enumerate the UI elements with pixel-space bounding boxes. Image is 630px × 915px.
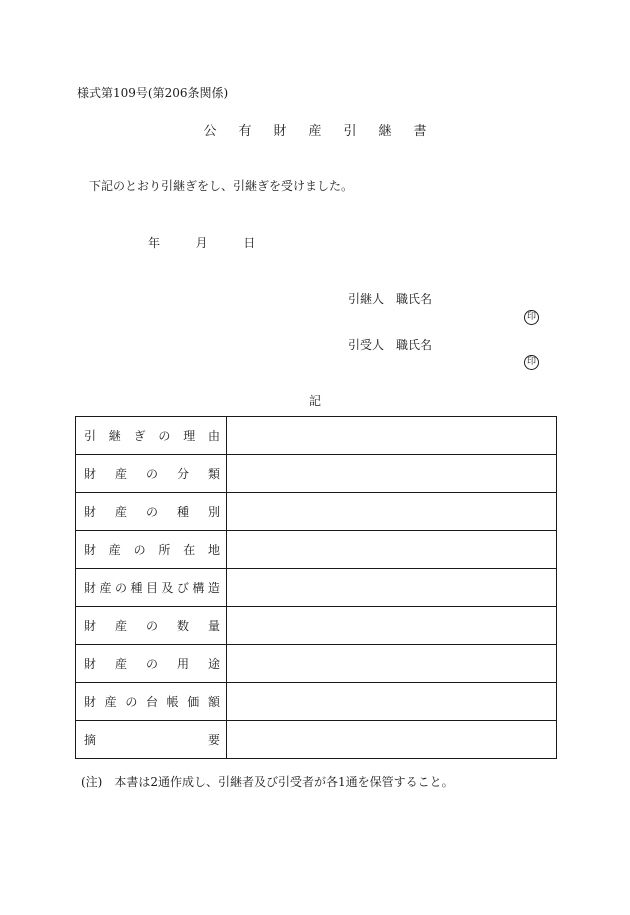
seal-icon: 印 (524, 310, 539, 325)
row-value-cell[interactable] (227, 417, 557, 455)
table-row (76, 645, 557, 683)
ki-heading: 記 (308, 394, 321, 408)
row-label-text: 財 産 の 種 目 及 び 構 造 (84, 581, 220, 595)
table-row (76, 531, 557, 569)
row-label-text: 財 産 の 台 帳 価 額 (84, 695, 220, 709)
row-label-text: 引 継 ぎ の 理 由 (84, 429, 220, 443)
form-number: 様式第109号(第206条関係) (77, 86, 229, 100)
row-value-cell[interactable] (227, 531, 557, 569)
row-label (76, 683, 227, 721)
statement-text: 下記のとおり引継ぎをし、引継ぎを受けました。 (89, 179, 354, 193)
row-label (76, 417, 227, 455)
row-value-cell[interactable] (227, 645, 557, 683)
document-title: 公有財産引継書 (203, 124, 449, 139)
seal-icon: 印 (524, 355, 539, 370)
receiver-person-label: 引受人 職氏名 (348, 338, 433, 352)
row-label (76, 493, 227, 531)
row-label-text: 財 産 の 種 別 (84, 505, 220, 519)
table-row (76, 569, 557, 607)
date-year: 年 (148, 236, 161, 250)
row-value-cell[interactable] (227, 683, 557, 721)
row-label (76, 531, 227, 569)
table-row (76, 417, 557, 455)
details-table (75, 416, 557, 759)
row-value-cell[interactable] (227, 607, 557, 645)
row-value-cell[interactable] (227, 721, 557, 759)
row-label (76, 607, 227, 645)
row-label-text: 摘 要 (84, 733, 220, 747)
row-value-cell[interactable] (227, 493, 557, 531)
row-value-cell[interactable] (227, 455, 557, 493)
table-row (76, 493, 557, 531)
table-row (76, 455, 557, 493)
date-line (148, 234, 255, 251)
handover-person-label: 引継人 職氏名 (348, 292, 433, 306)
table-row (76, 683, 557, 721)
row-value-cell[interactable] (227, 569, 557, 607)
note-text: (注) 本書は2通作成し、引継者及び引受者が各1通を保管すること。 (81, 775, 454, 789)
row-label-text: 財 産 の 数 量 (84, 619, 220, 633)
row-label-text: 財 産 の 用 途 (84, 657, 220, 671)
table-row (76, 607, 557, 645)
row-label (76, 721, 227, 759)
table-row (76, 721, 557, 759)
row-label (76, 645, 227, 683)
row-label-text: 財 産 の 分 類 (84, 467, 220, 481)
date-day: 日 (243, 236, 256, 250)
row-label (76, 455, 227, 493)
row-label (76, 569, 227, 607)
row-label-text: 財 産 の 所 在 地 (84, 543, 220, 557)
date-month: 月 (195, 236, 208, 250)
